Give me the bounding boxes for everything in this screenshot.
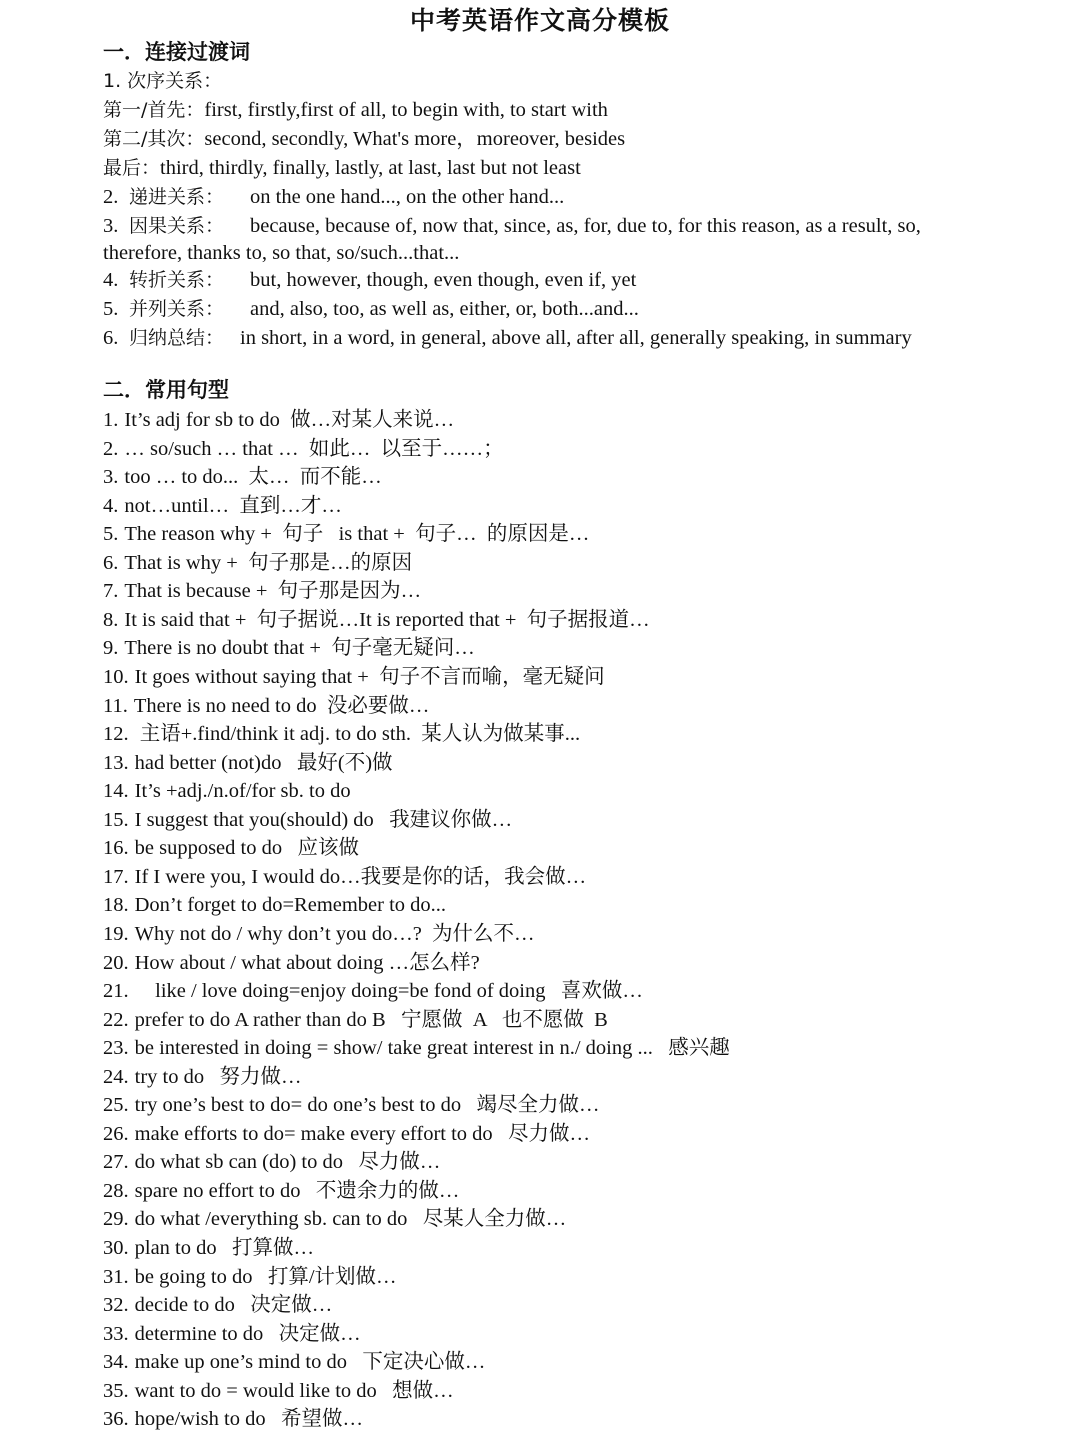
relation-item: 6. 归纳总结： in short, in a word, in general, above all, after all, generally speaking, in summary [103,327,912,349]
sentence-pattern-item [103,406,1003,434]
item-number: 5. [103,523,119,546]
item-text: be interested in doing = show/ take great interest in n./ doing ... 感兴趣 [134,1037,730,1060]
relation-item: 3. 因果关系： because, because of, now that, since, as, for, due to, for this reason, as a result, so, [103,215,921,237]
sentence-pattern-item [103,949,1003,977]
item-number: 7. [103,580,119,603]
sentence-pattern-item [103,891,1003,919]
item-text: prefer to do A rather than do B 宁愿做 A 也不愿做 B [134,1008,608,1031]
sentence-pattern-item [103,492,1003,520]
item-text: be supposed to do 应该做 [134,837,359,860]
sentence-pattern-item [103,692,1003,720]
order-item: 第一/首先：first, firstly,first of all, to begin with, to start with [103,99,608,121]
item-number: 21. [103,980,129,1002]
item-number: 6. [103,551,119,574]
item-text: I suggest that you(should) do 我建议你做… [134,808,513,831]
item-text: make up one’s mind to do 下定决心做… [134,1351,486,1374]
item-text: like / love doing=enjoy doing=be fond of doing 喜欢做… [134,980,643,1002]
item-number: 17. [103,865,129,888]
sentence-pattern-item [103,1063,1003,1091]
item-text: It’s adj for sb to do 做…对某人来说… [124,409,455,431]
item-number: 11. [103,694,128,717]
item-number: 9. [103,637,119,660]
item-text: spare no effort to do 不遗余力的做… [134,1179,460,1202]
item-number: 28. [103,1179,129,1202]
sentence-pattern-item [103,920,1003,948]
relation-item-continuation: therefore, thanks to, so that, so/such...that... [103,242,460,264]
sentence-pattern-item [103,777,1003,805]
item-number: 29. [103,1208,129,1231]
item-text: … so/such … that … 如此… 以至于……； [124,437,504,460]
sentence-pattern-item [103,520,1003,548]
item-text: make efforts to do= make every effort to do 尽力做… [134,1122,591,1145]
item-text: Don’t forget to do=Remember to do... [134,894,447,917]
item-number: 4. [103,494,119,517]
item-text: Why not do / why don’t you do…? 为什么不… [134,922,535,945]
item-text: decide to do 决定做… [134,1294,333,1317]
item-number: 10. [103,666,129,688]
item-text: too … to do... 太… 而不能… [124,466,382,489]
sentence-pattern-item [103,1148,1003,1176]
item-number: 31. [103,1265,129,1288]
item-number: 22. [103,1008,129,1031]
item-number: 2. [103,437,119,460]
item-text: try to do 努力做… [134,1065,302,1088]
sentence-pattern-item [103,977,1003,1005]
sentence-pattern-item [103,1034,1003,1062]
page-title: 中考英语作文高分模板 [409,6,670,35]
sentence-pattern-item [103,834,1003,862]
item-text: 主语+.find/think it adj. to do sth. 某人认为做某事... [134,723,581,745]
sentence-pattern-item [103,806,1003,834]
item-number: 15. [103,808,129,831]
order-relation-heading: 1. 次序关系： [103,70,223,92]
item-text: That is why + 句子那是…的原因 [124,551,413,574]
order-item: 最后：third, thirdly, finally, lastly, at last, last but not least [103,157,581,179]
item-number: 14. [103,780,129,803]
item-number: 16. [103,837,129,860]
sentence-pattern-item [103,549,1003,577]
item-number: 18. [103,894,129,917]
relation-item: 5. 并列关系： and, also, too, as well as, either, or, both...and... [103,298,639,320]
item-text: That is because + 句子那是因为… [124,580,422,603]
sentence-pattern-item [103,1006,1003,1034]
item-text: had better (not)do 最好(不)做 [134,751,393,774]
sentence-pattern-item [103,1348,1003,1376]
item-text: plan to do 打算做… [134,1237,314,1259]
sentence-pattern-item [103,1205,1003,1233]
sentence-pattern-item [103,1291,1003,1319]
item-number: 26. [103,1122,129,1145]
item-number: 33. [103,1322,129,1345]
item-text: There is no need to do 没必要做… [133,694,430,717]
section-heading-sentence-patterns: 二．常用句型 [103,378,229,402]
sentence-pattern-item [103,577,1003,605]
sentence-pattern-item [103,1320,1003,1348]
sentence-pattern-item [103,1091,1003,1119]
item-number: 3. [103,466,119,489]
item-text: It’s +adj./n.of/for sb. to do [134,780,351,803]
sentence-pattern-item [103,606,1003,634]
sentence-pattern-item [103,634,1003,662]
item-number: 30. [103,1237,129,1259]
item-text: hope/wish to do 希望做… [134,1408,363,1431]
item-text: do what sb can (do) to do 尽力做… [134,1151,441,1174]
item-number: 27. [103,1151,129,1174]
order-item: 第二/其次：second, secondly, What's more，moreover, besides [103,128,626,150]
item-text: try one’s best to do= do one’s best to do 竭尽全力做… [134,1094,600,1117]
sentence-pattern-item [103,1377,1003,1405]
sentence-pattern-item [103,435,1003,463]
item-number: 35. [103,1379,129,1402]
item-text: determine to do 决定做… [134,1322,361,1345]
sentence-pattern-item [103,1120,1003,1148]
item-number: 19. [103,922,129,945]
item-text: It goes without saying that + 句子不言而喻，毫无疑问 [134,666,605,688]
sentence-pattern-item [103,463,1003,491]
sentence-pattern-item [103,749,1003,777]
sentence-pattern-item [103,1177,1003,1205]
sentence-pattern-item [103,1263,1003,1291]
item-text: If I were you, I would do…我要是你的话，我会做… [134,865,587,888]
sentence-pattern-item [103,1405,1003,1433]
item-text: How about / what about doing …怎么样? [134,951,480,974]
item-number: 12. [103,723,129,745]
item-number: 32. [103,1294,129,1317]
sentence-pattern-item [103,720,1003,748]
item-text: not…until… 直到…才… [124,494,342,517]
item-text: It is said that + 句子据说…It is reported that + 句子据报道… [124,608,650,631]
item-number: 20. [103,951,129,974]
relation-item: 4. 转折关系： but, however, though, even though, even if, yet [103,269,637,291]
item-number: 23. [103,1037,129,1060]
sentence-pattern-item [103,663,1003,691]
item-number: 8. [103,608,119,631]
item-number: 34. [103,1351,129,1374]
item-number: 36. [103,1408,129,1431]
relation-item: 2. 递进关系： on the one hand..., on the other hand... [103,186,565,208]
item-text: The reason why + 句子 is that + 句子… 的原因是… [124,523,590,546]
sentence-pattern-item [103,1234,1003,1262]
item-number: 25. [103,1094,129,1117]
item-number: 13. [103,751,129,774]
item-text: There is no doubt that + 句子毫无疑问… [124,637,475,660]
sentence-pattern-item [103,863,1003,891]
section-heading-connectives: 一．连接过渡词 [103,40,250,64]
item-number: 1. [103,409,119,431]
item-text: want to do = would like to do 想做… [134,1379,454,1402]
item-text: be going to do 打算/计划做… [134,1265,397,1288]
item-number: 24. [103,1065,129,1088]
item-text: do what /everything sb. can to do 尽某人全力做… [134,1208,567,1231]
